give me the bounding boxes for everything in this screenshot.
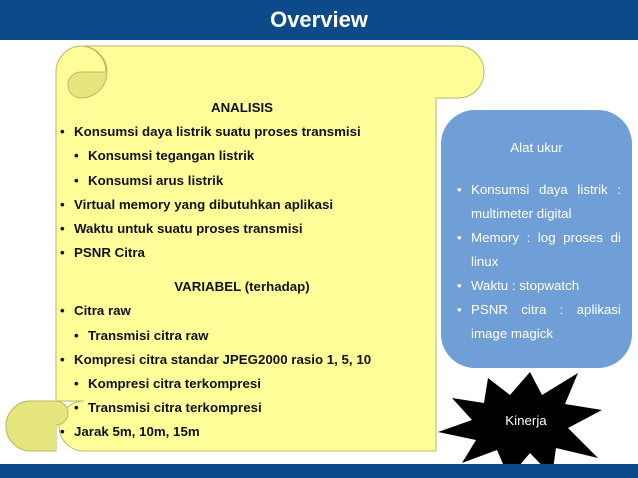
list-item-text: Waktu untuk suatu proses transmisi xyxy=(74,220,303,236)
list-item-text: Konsumsi arus listrik xyxy=(88,172,224,188)
bullet-icon: • xyxy=(60,351,65,367)
list-item xyxy=(56,400,428,416)
list-item xyxy=(56,148,428,164)
list-item xyxy=(56,424,428,440)
list-item-text: PSNR Citra xyxy=(74,245,145,261)
kinerja-label: Kinerja xyxy=(505,413,547,428)
bullet-icon: • xyxy=(60,196,65,212)
scroll-content xyxy=(56,100,428,446)
list-item xyxy=(56,173,428,189)
page-title: Overview xyxy=(270,7,368,32)
alat-ukur-box xyxy=(441,110,632,368)
bullet-icon: • xyxy=(60,245,65,261)
list-item-text: Konsumsi tegangan listrik xyxy=(88,148,255,164)
list-item-text: Konsumsi daya listrik : multimeter digital xyxy=(471,182,621,221)
list-item xyxy=(56,245,428,261)
bullet-icon: • xyxy=(60,303,65,319)
list-item xyxy=(455,274,621,298)
bullet-icon: • xyxy=(457,278,462,293)
list-item xyxy=(56,221,428,237)
alat-ukur-list xyxy=(455,178,621,346)
bullet-icon: • xyxy=(74,375,79,391)
list-item-text: Konsumsi daya listrik suatu proses transmisi xyxy=(74,124,361,140)
list-item xyxy=(56,328,428,344)
variabel-heading: VARIABEL (terhadap) xyxy=(174,279,310,295)
bullet-icon: • xyxy=(74,327,79,343)
bullet-icon: • xyxy=(457,302,462,317)
list-item xyxy=(56,352,428,368)
bullet-icon: • xyxy=(60,424,65,440)
list-item xyxy=(56,303,428,319)
bullet-icon: • xyxy=(74,172,79,188)
bullet-icon: • xyxy=(60,220,65,236)
bullet-icon: • xyxy=(457,182,462,197)
list-item xyxy=(455,298,621,346)
bullet-icon: • xyxy=(60,124,65,140)
list-item-text: Waktu : stopwatch xyxy=(471,278,580,293)
list-item-text: PSNR citra : aplikasi image magick xyxy=(471,302,621,341)
analisis-heading: ANALISIS xyxy=(210,100,274,115)
list-item xyxy=(56,124,428,140)
bullet-icon: • xyxy=(74,148,79,164)
list-item xyxy=(56,376,428,392)
list-item-text: Jarak 5m, 10m, 15m xyxy=(74,424,200,440)
list-item xyxy=(455,226,621,274)
list-item-text: Kompresi citra standar JPEG2000 rasio 1, 5, 10 xyxy=(74,351,372,367)
analisis-list xyxy=(56,124,428,261)
bullet-icon: • xyxy=(74,400,79,416)
alat-ukur-title: Alat ukur xyxy=(510,140,563,155)
list-item-text: Virtual memory yang dibutuhkan aplikasi xyxy=(74,196,334,212)
list-item-text: Kompresi citra terkompresi xyxy=(88,375,261,391)
list-item-text: Transmisi citra raw xyxy=(88,327,209,343)
list-item xyxy=(455,178,621,226)
variabel-list xyxy=(56,303,428,440)
list-item-text: Citra raw xyxy=(74,303,131,319)
list-item-text: Transmisi citra terkompresi xyxy=(88,400,262,416)
list-item-text: Memory : log proses di linux xyxy=(471,230,621,269)
bullet-icon: • xyxy=(457,230,462,245)
list-item xyxy=(56,197,428,213)
footer-bar xyxy=(0,464,638,478)
